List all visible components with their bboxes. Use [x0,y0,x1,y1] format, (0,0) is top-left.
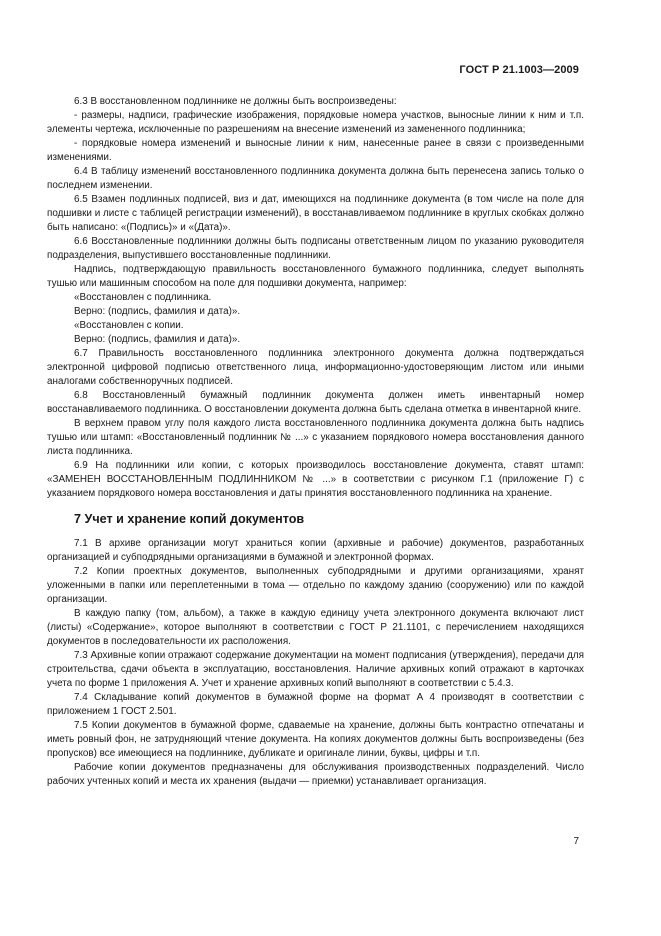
paragraph: В каждую папку (том, альбом), а также в каждую единицу учета электронного документа включают лист (листы) «Содержание», которое выполняют в соответствии с ГОСТ Р 21.1101, с перечислением находящихся документов в последовательности их расположения. [47,608,584,647]
paragraph: В верхнем правом углу поля каждого листа восстановленного подлинника документа должна быть надпись тушью или штамп: «Восстановленный подлинник № ...» с указанием порядкового номера восстановления данного листа подлинника. [47,418,584,457]
paragraph: 6.9 На подлинники или копии, с которых производилось восстановление документа, ставят штамп: «ЗАМЕНЕН ВОССТАНОВЛЕННЫМ ПОДЛИННИКОМ № ...» в соответствии с рисунком Г.1 (приложение Г) с указанием порядкового номера восстановления и даты принятия восстановленного подлинника на хранение. [47,460,584,499]
paragraph: Рабочие копии документов предназначены для обслуживания производственных подразделений. Число рабочих учтенных копий и места их хранения (выдачи — приемки) устанавливает организация. [47,762,584,787]
paragraph: Надпись, подтверждающую правильность восстановленного бумажного подлинника, следует выполнять тушью или машинным способом на поле для подшивки документа, например: [47,264,584,289]
paragraph: 7.5 Копии документов в бумажной форме, сдаваемые на хранение, должны быть контрастно отпечатаны и иметь ровный фон, не затрудняющий чтение документа. На копиях документов должны быть воспроизведены (без пропусков) все имеющиеся на подлиннике, дубликате и оригинале линии, буквы, цифры и т.п. [47,720,584,759]
paragraph: 6.3 В восстановленном подлиннике не должны быть воспроизведены: [74,96,397,107]
paragraph: 6.4 В таблицу изменений восстановленного подлинника документа должна быть перенесена запись только о последнем изменении. [47,166,584,191]
paragraph: «Восстановлен с копии. [74,320,184,331]
paragraph: 7.1 В архиве организации могут храниться копии (архивные и рабочие) документов, разработанных организацией и субподрядными организациями в бумажной и электронной формах. [47,538,584,563]
paragraph: - порядковые номера изменений и выносные линии к ним, нанесенные ранее в связи с произведенными изменениями. [47,138,584,163]
paragraph: 7.4 Складывание копий документов в бумажной форме на формат А 4 производят в соответствии с приложением 1 ГОСТ 2.501. [47,692,584,717]
paragraph: 7.2 Копии проектных документов, выполненных субподрядными и другими организациями, хранят уложенными в папки или переплетенными в тома — отдельно по каждому зданию (сооружению) или по каждой организации. [47,566,584,605]
paragraph: Верно: (подпись, фамилия и дата)». [74,334,241,345]
paragraph: 6.8 Восстановленный бумажный подлинник документа должен иметь инвентарный номер восстанавливаемого подлинника. О восстановлении документа должна быть сделана отметка в инвентарной книге. [47,390,584,415]
paragraph: 6.7 Правильность восстановленного подлинника электронного документа должна подтверждаться электронной цифровой подписью ответственного лица, информационно-удостоверяющим листом или иными аналогами собственноручных подписей. [47,348,584,387]
page-body [47,95,584,789]
page-number: 7 [573,836,579,847]
section-title: 7 Учет и хранение копий документов [74,512,305,526]
document-code-header: ГОСТ Р 21.1003—2009 [459,64,579,76]
paragraph: 6.6 Восстановленные подлинники должны быть подписаны ответственным лицом по указанию руководителя подразделения, выпустившего восстановленные подлинники. [47,236,584,261]
paragraph: 6.5 Взамен подлинных подписей, виз и дат, имеющихся на подлиннике документа (в том числе на поле для подшивки и листе с таблицей регистрации изменений), в восстанавливаемом подлиннике в круглых скобках должно быть написано: «(Подпись)» и «(Дата)». [47,194,584,233]
paragraph: Верно: (подпись, фамилия и дата)». [74,306,241,317]
paragraph: 7.3 Архивные копии отражают содержание документации на момент подписания (утверждения), передачи для строительства, сдачи объекта в эксплуатацию, восстановления. Наличие архивных копий отражают в карточках учета по форме 1 приложения А. Учет и хранение архивных копий выполняют в соответствии с 5.4.3. [47,650,584,689]
paragraph: - размеры, надписи, графические изображения, порядковые номера участков, выносные линии к ним и т.п. элементы чертежа, исключенные по разрешениям на внесение изменений из замененного подлинника; [47,110,584,135]
paragraph: «Восстановлен с подлинника. [74,292,212,303]
